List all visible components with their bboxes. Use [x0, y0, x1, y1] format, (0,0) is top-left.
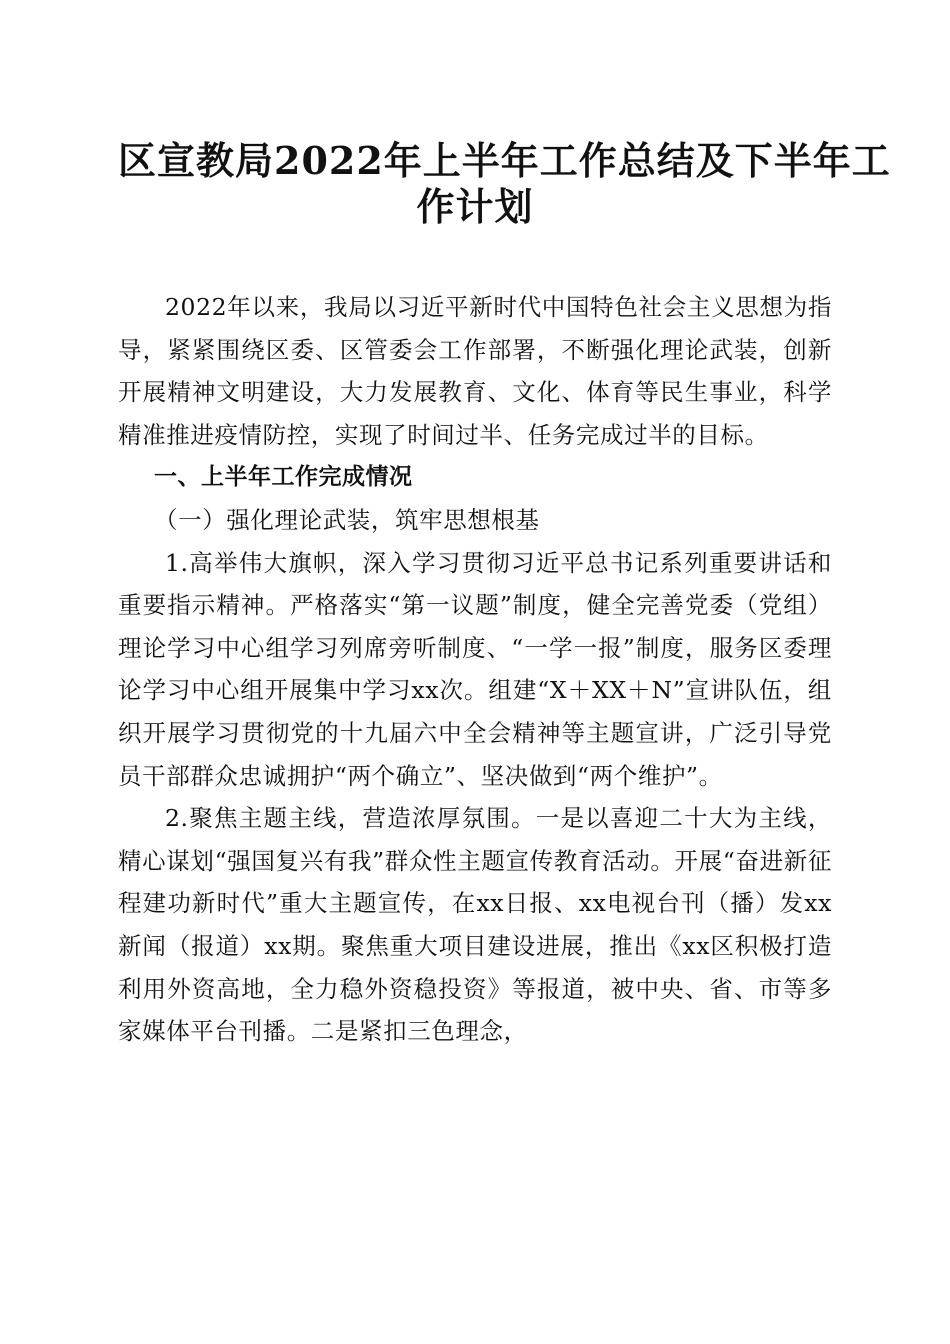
- document-title-line-2: 作计划: [416, 184, 534, 229]
- intro-paragraph: 2022年以来，我局以习近平新时代中国特色社会主义思想为指导，紧紧围绕区委、区管委会工作部署，不断强化理论武装，创新开展精神文明建设，大力发展教育、文化、体育等民生事业，科学精准推进疫情防控，实现了时间过半、任务完成过半的目标。: [118, 293, 832, 449]
- section-heading-first-half-work: 一、上半年工作完成情况: [154, 464, 413, 491]
- document-body: [118, 286, 832, 1053]
- document-title-line-1: 区宣教局2022年上半年工作总结及下半年工: [118, 138, 891, 183]
- subsection-heading-theory: （一）强化理论武装，筑牢思想根基: [154, 505, 540, 534]
- paragraph-item-2: 2.聚焦主题主线，营造浓厚氛围。一是以喜迎二十大为主线，精心谋划“强国复兴有我”群众性主题宣传教育活动。开展“奋进新征程建功新时代”重大主题宣传，在xx日报、xx电视台刊（播）发xx新闻（报道）xx期。聚焦重大项目建设进展，推出《xx区积极打造利用外资高地，全力稳外资稳投资》等报道，被中央、省、市等多家媒体平台刊播。二是紧扣三色理念，: [118, 804, 832, 1046]
- document-title: [118, 138, 891, 230]
- paragraph-item-1: 1.高举伟大旗帜，深入学习贯彻习近平总书记系列重要讲话和重要指示精神。严格落实“第一议题”制度，健全完善党委（党组）理论学习中心组学习列席旁听制度、“一学一报”制度，服务区委理论学习中心组开展集中学习xx次。组建“X＋XX＋N”宣讲队伍，组织开展学习贯彻党的十九届六中全会精神等主题宣讲，广泛引导党员干部群众忠诚拥护“两个确立”、坚决做到“两个维护”。: [118, 548, 832, 790]
